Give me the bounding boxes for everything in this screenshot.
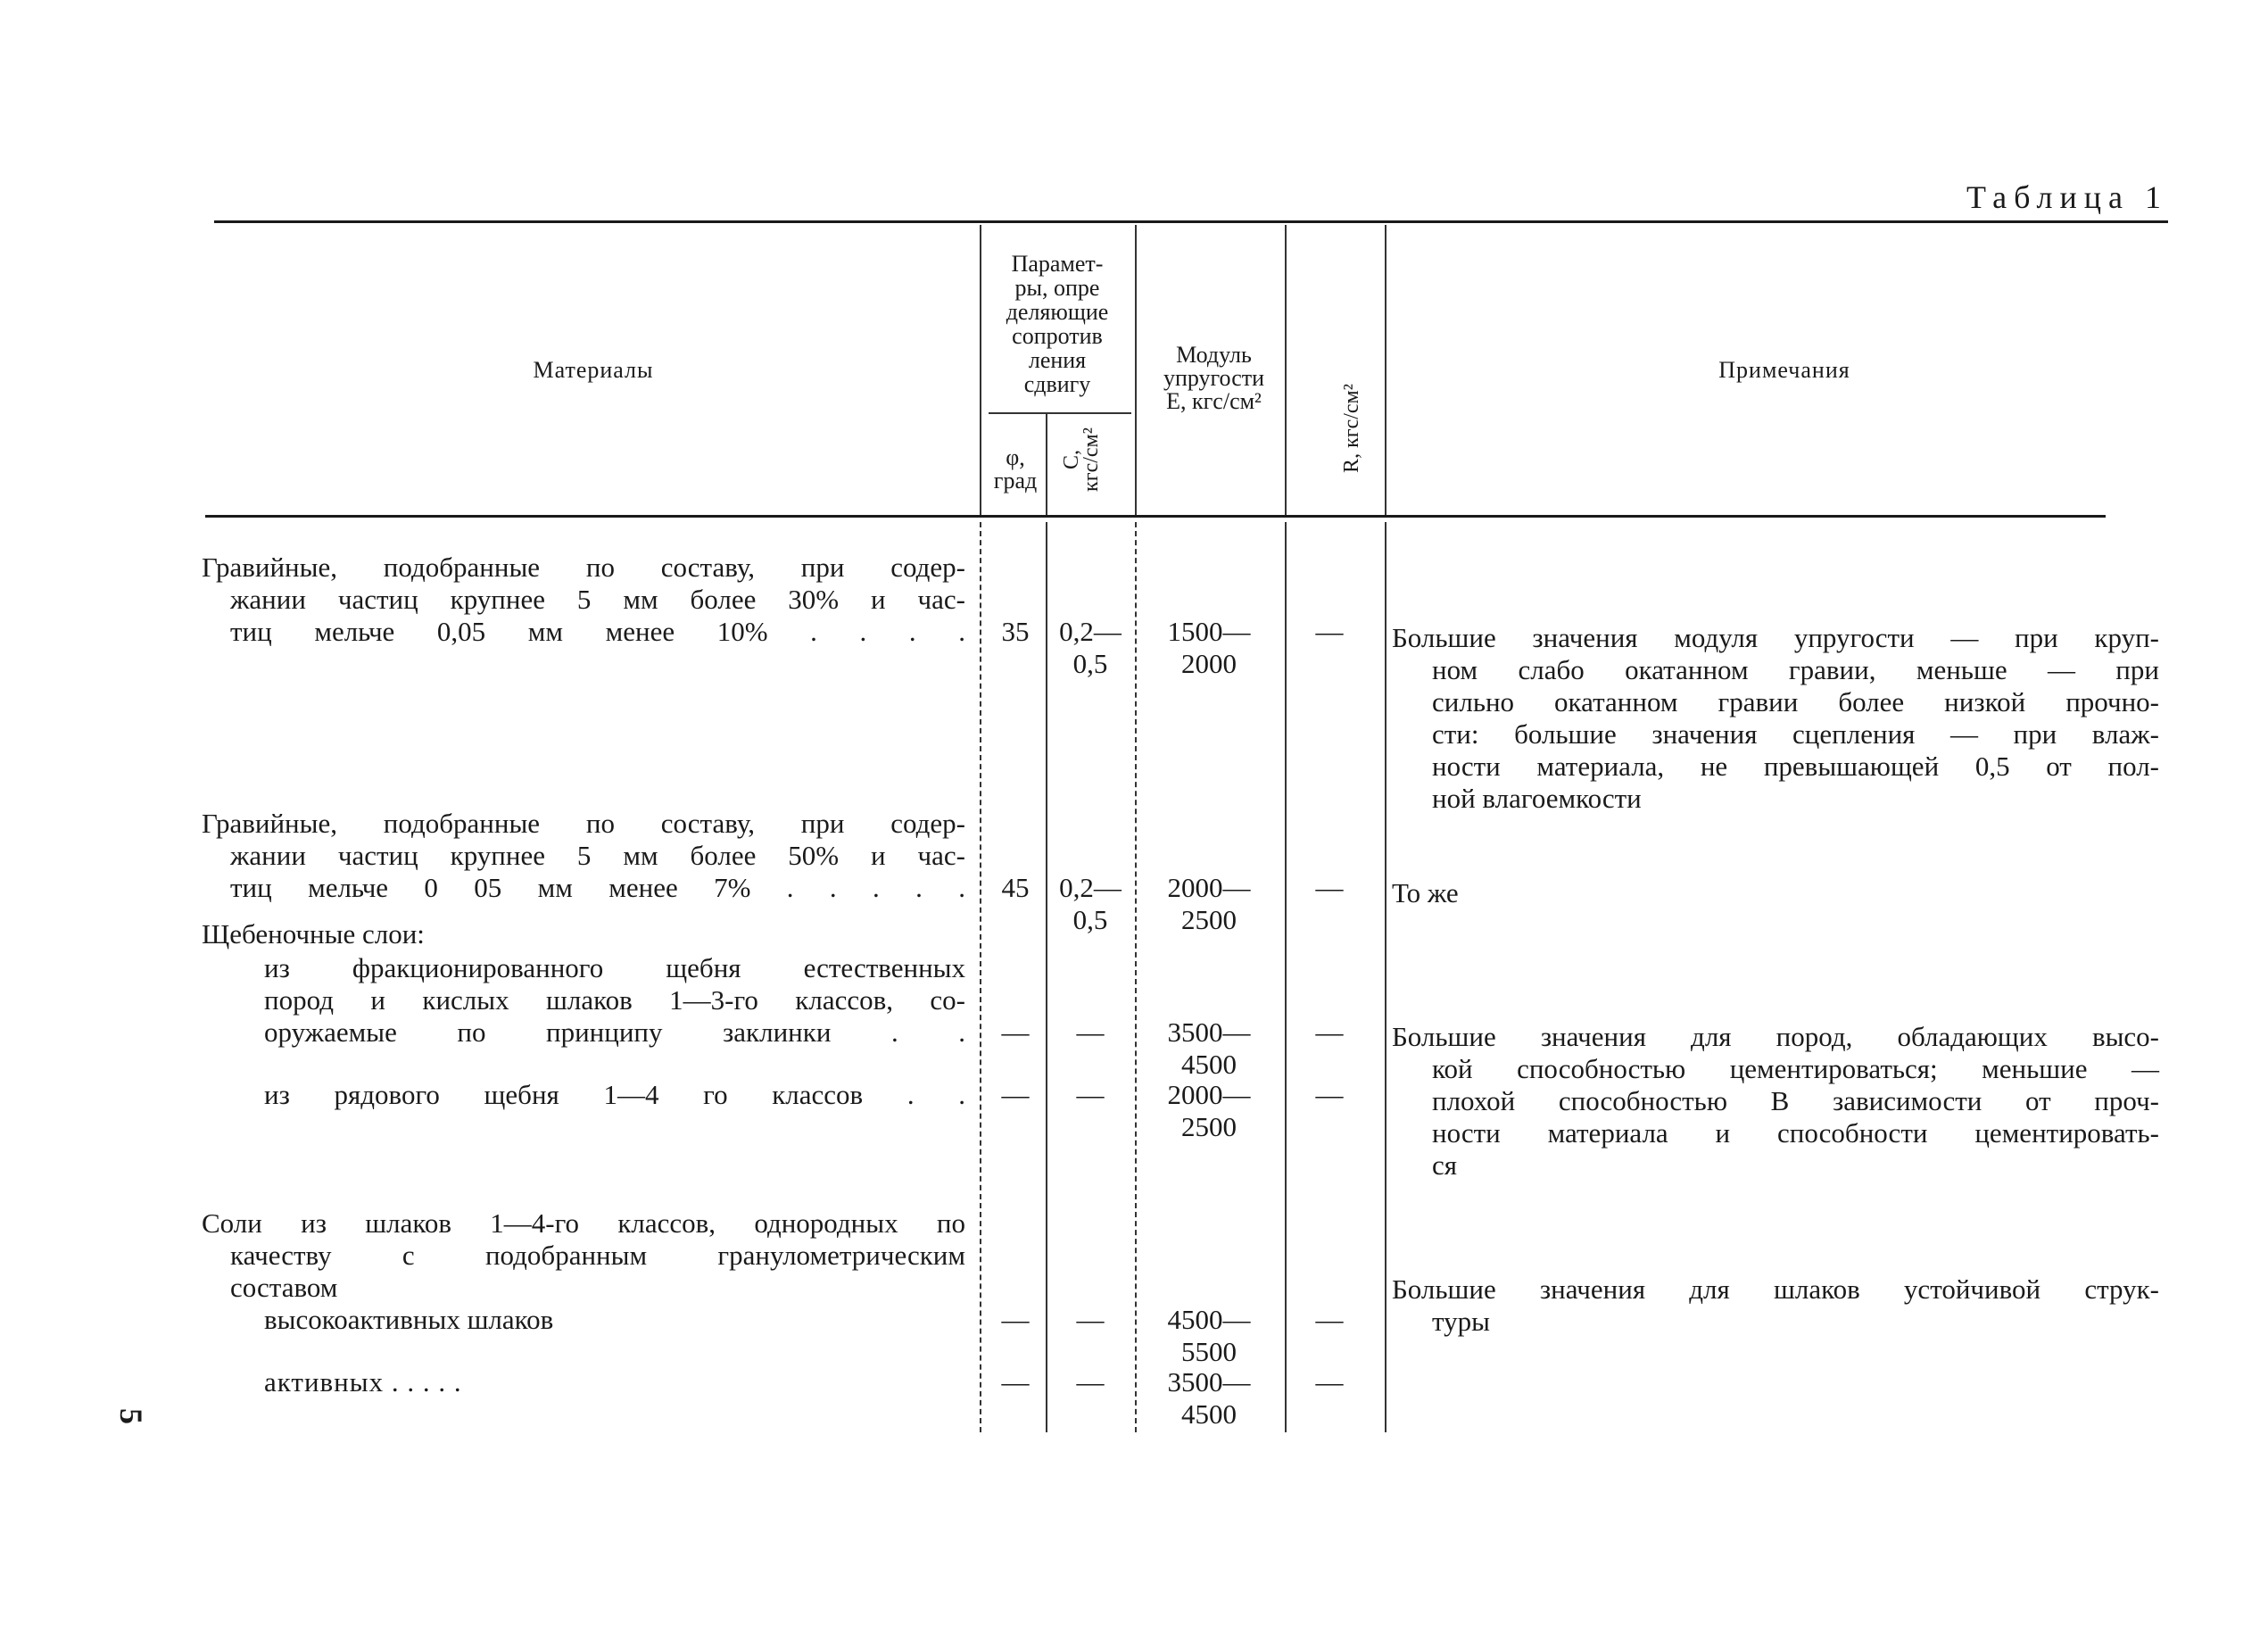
header-col-sep-5: [1385, 225, 1386, 515]
row4-sub1: высокоактивных шлаков: [264, 1304, 554, 1335]
row2-material: Гравийные, подобранные по составу, при содер-: [202, 808, 965, 839]
row3-sub1: из фракционированного щебня естественных пород и кислых шлаков 1—3-го классов, со- оружаемые по принципу заклинки . .: [264, 952, 965, 1048]
row4-heading: Соли из шлаков 1—4-го классов, однородных по: [202, 1207, 965, 1239]
body-col-sep-4: [1285, 522, 1287, 1432]
row3-sub2-modulus: 2000— 2500: [1167, 1079, 1251, 1142]
row3-sub2-phi: —: [1001, 1079, 1030, 1110]
table-caption: Таблица 1: [1966, 179, 2168, 215]
row1-c: 0,2— 0,5: [1059, 616, 1122, 679]
row1-r: —: [1315, 616, 1344, 647]
header-notes: Примечания: [1718, 357, 1850, 383]
row3-sub1-modulus: 3500— 4500: [1167, 1016, 1251, 1080]
row4-sub2-r: —: [1315, 1366, 1344, 1398]
row4-sub2: активных . . . . .: [264, 1366, 462, 1398]
page-number: 5: [113, 1408, 149, 1424]
row4-sub2-modulus: 3500— 4500: [1167, 1366, 1251, 1430]
row3-sub1-r: —: [1315, 1016, 1344, 1048]
header-col-sep-3: [1135, 225, 1137, 515]
row2-c: 0,2— 0,5: [1059, 872, 1122, 935]
header-bottom-rule: [205, 515, 2106, 518]
row3-sub2-c: —: [1076, 1079, 1105, 1110]
row4-note: Большие значения для шлаков устойчивой струк-: [1392, 1273, 2159, 1305]
row3-note-cont: кой способностью цементироваться; меньшие — плохой способностью В зависимости от проч- ности материала и способности цементировать- ся: [1432, 1053, 2159, 1181]
header-phi: φ, град: [993, 444, 1038, 494]
row3-sub2: из рядового щебня 1—4 го классов . .: [264, 1079, 965, 1110]
row2-modulus: 2000— 2500: [1167, 872, 1251, 935]
row4-sub1-c: —: [1076, 1304, 1105, 1335]
header-cohesion: С, кгс/см²: [1060, 427, 1103, 492]
row4-sub2-c: —: [1076, 1366, 1105, 1398]
row1-phi: 35: [1001, 616, 1030, 647]
row2-material-cont: жании частиц крупнее 5 мм более 50% и час- тиц мельче 0 05 мм менее 7% . . . . .: [230, 840, 965, 903]
header-r: R, кгс/см²: [1340, 384, 1363, 473]
row3-sub1-phi: —: [1001, 1016, 1030, 1048]
row3-heading: Щебеночные слои:: [202, 918, 425, 950]
header-materials: Материалы: [533, 357, 654, 383]
table-top-rule: [214, 220, 2168, 223]
row1-material: Гравийные, подобранные по составу, при содер-: [202, 552, 965, 583]
row4-sub1-phi: —: [1001, 1304, 1030, 1335]
body-col-sep-1: [980, 522, 983, 1432]
row3-sub2-r: —: [1315, 1079, 1344, 1110]
row4-heading-cont: качеству с подобранным гранулометрическим составом: [230, 1240, 965, 1303]
row2-r: —: [1315, 872, 1344, 903]
row1-note-cont: ном слабо окатанном гравии, меньше — при сильно окатанном гравии более низкой прочно- сти: большие значения сцепления — при влаж- ности материала, не превышающей 0,5 от пол- ной влагоемкости: [1432, 654, 2159, 814]
row3-note: Большие значения для пород, обладающих высо-: [1392, 1021, 2159, 1052]
row4-note-cont: туры: [1432, 1306, 1490, 1337]
row4-sub1-modulus: 4500— 5500: [1167, 1304, 1251, 1367]
body-col-sep-3: [1135, 522, 1138, 1432]
row1-modulus: 1500— 2000: [1167, 616, 1251, 679]
row4-sub2-phi: —: [1001, 1366, 1030, 1398]
row2-phi: 45: [1001, 872, 1030, 903]
row1-note: Большие значения модуля упругости — при круп-: [1392, 622, 2159, 653]
row1-material-cont: жании частиц крупнее 5 мм более 30% и час- тиц мельче 0,05 мм менее 10% . . . .: [230, 584, 965, 647]
row4-sub1-r: —: [1315, 1304, 1344, 1335]
row2-note: То же: [1392, 877, 1459, 908]
header-modulus: Модуль упругости E, кгс/см²: [1163, 342, 1265, 414]
body-col-sep-5: [1385, 522, 1386, 1432]
params-subheader-rule: [989, 412, 1131, 414]
row3-sub1-c: —: [1076, 1016, 1105, 1048]
header-shear-params: Парамет- ры, опре деляющие сопротив ления сдвигу: [1006, 251, 1109, 397]
